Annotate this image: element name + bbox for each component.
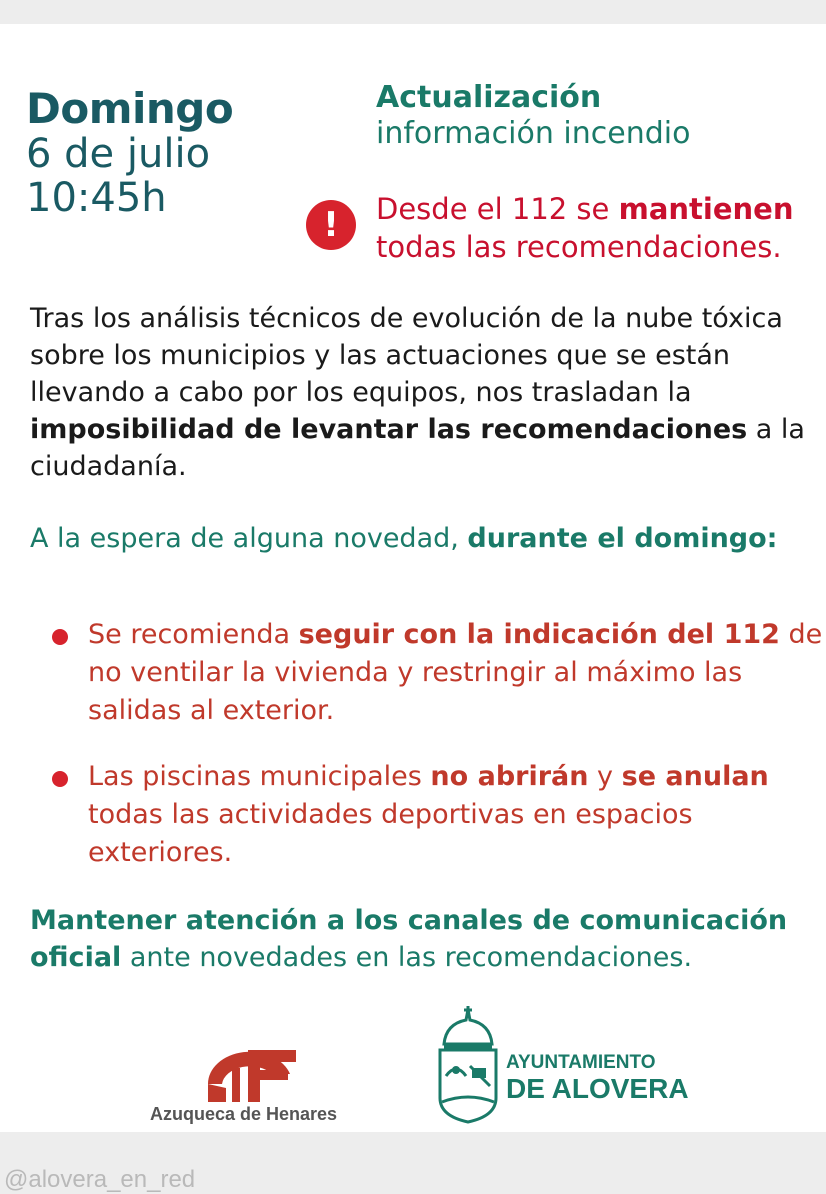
bullet-mid: y: [588, 761, 622, 792]
mantener-post: ante novedades en las recomendaciones.: [121, 942, 693, 973]
alovera-logo-text: [506, 1052, 689, 1104]
bullet-bold-2: se anulan: [621, 761, 769, 792]
intro-paragraph: [30, 300, 810, 485]
bullet-bold-1: no abrirán: [430, 761, 589, 792]
bullet-text: [88, 758, 826, 872]
bullet-post: de no ventilar la vivienda y restringir al máximo las salidas al exterior.: [88, 619, 823, 726]
intro-bold: imposibilidad de levantar las recomendaciones: [30, 414, 748, 445]
update-heading: [376, 80, 690, 152]
espera-bold: durante el domingo:: [467, 523, 778, 554]
espera-paragraph: [30, 520, 810, 557]
alert-pre: Desde el 112 se: [376, 192, 619, 226]
alert-text: [376, 190, 793, 266]
update-subtitle: información incendio: [376, 116, 691, 151]
date-day: Domingo: [26, 84, 234, 133]
announcement-card: [0, 24, 826, 1132]
bullet-text: [88, 616, 826, 730]
intro-part2: a la ciudadanía.: [30, 414, 805, 482]
watermark: @alovera_en_red: [4, 1166, 196, 1193]
date-text: 6 de julio: [26, 131, 211, 177]
intro-part1: Tras los análisis técnicos de evolución de la nube tóxica sobre los municipios y las actuaciones que se están llevando a cabo por los equipos, nos trasladan la: [30, 303, 783, 408]
alovera-line-1: AYUNTAMIENTO: [506, 1052, 656, 1073]
alert-bold: mantienen: [618, 192, 794, 226]
alert-post: todas las recomendaciones.: [376, 230, 782, 264]
bullet-post: todas las actividades deportivas en espacios exteriores.: [88, 799, 693, 868]
azuqueca-logo-text: Azuqueca de Henares: [150, 1104, 338, 1124]
alovera-line-2: DE ALOVERA: [506, 1073, 689, 1104]
date-block: [26, 86, 233, 220]
bullet-pre: Las piscinas municipales: [88, 761, 431, 792]
update-title: Actualización: [376, 80, 602, 115]
bullet-dot-icon: [52, 771, 68, 787]
mantener-paragraph: [30, 902, 810, 976]
time-text: 10:45h: [26, 175, 167, 221]
bullet-bold: seguir con la indicación del 112: [298, 619, 780, 650]
bullet-dot-icon: [52, 629, 68, 645]
bullet-pre: Se recomienda: [88, 619, 299, 650]
exclamation-icon: !: [306, 200, 356, 250]
mantener-bold: Mantener atención a los canales de comunicación oficial: [30, 905, 788, 973]
espera-pre: A la espera de alguna novedad,: [30, 523, 468, 554]
